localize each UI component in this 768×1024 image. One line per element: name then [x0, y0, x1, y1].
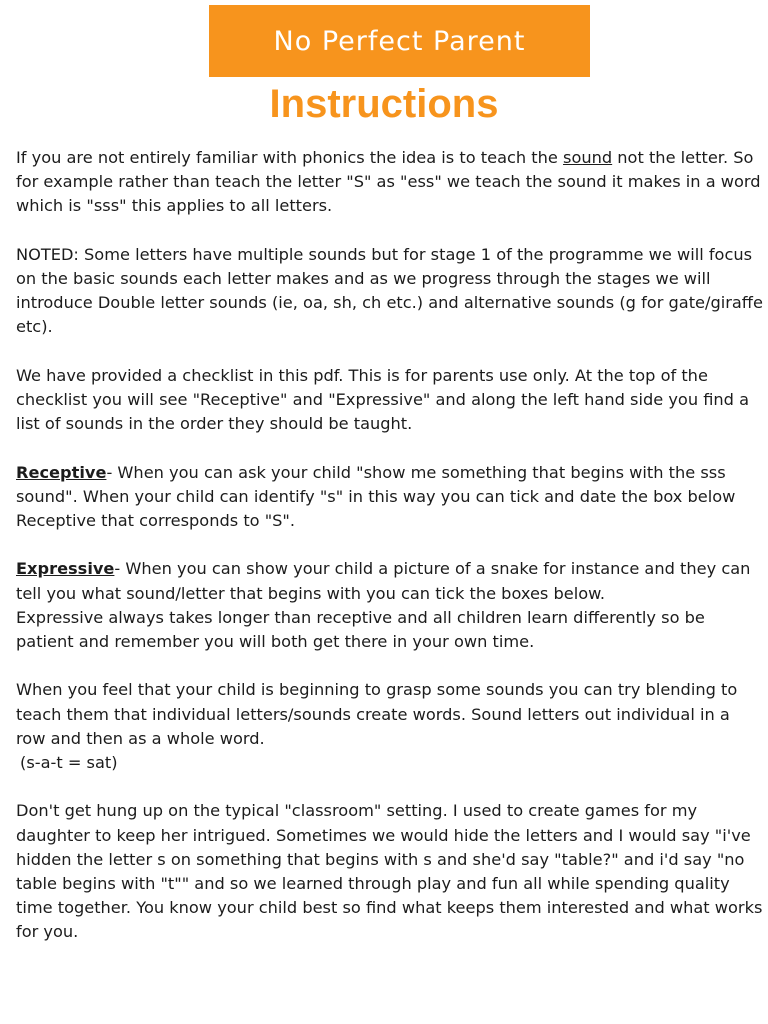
instructions-body [16, 146, 764, 969]
games-paragraph: Don't get hung up on the typical "classroom" setting. I used to create games for my daughter to keep her intrigued. Sometimes we would hide the letters and I would say "i've hidden the letter s on something that begins with s and she'd say "table?" and i'd say "no table begins with "t"" and so we learned through play and fun all while spending quality time together. You know your child best so find what keeps them interested and what works for you. [16, 801, 763, 942]
receptive-paragraph: Receptive- When you can ask your child "show me something that begins with the sss sound". When your child can identify "s" in this way you can tick and date the box below Receptive that corresponds to "S". [16, 462, 736, 530]
emphasis-sound: sound [563, 148, 613, 167]
intro-paragraph: If you are not entirely familiar with phonics the idea is to teach the sound not the letter. So for example rather than teach the letter "S" as "ess" we teach the sound it makes in a word which is "sss" this applies to all letters. [16, 148, 761, 216]
noted-paragraph: NOTED: Some letters have multiple sounds but for stage 1 of the programme we will focus on the basic sounds each letter makes and as we progress through the stages we will introduce Double letter sounds (ie, oa, sh, ch etc.) and alternative sounds (g for gate/giraffe etc). [16, 244, 763, 337]
expressive-term: Expressive [16, 559, 115, 579]
checklist-paragraph: We have provided a checklist in this pdf. This is for parents use only. At the top of the checklist you will see "Receptive" and "Expressive" and along the left hand side you find a list of sounds in the order they should be taught. [16, 365, 750, 434]
page-title: Instructions [269, 82, 499, 126]
blending-paragraph: When you feel that your child is beginning to grasp some sounds you can try blending to teach them that individual letters/sounds create words. Sound letters out individual in a row and then as a whole word. (s-a-t = sat) [16, 680, 738, 772]
expressive-paragraph: Expressive- When you can show your child a picture of a snake for instance and they can tell you what sound/letter that begins with you can tick the boxes below. Expressive always takes longer than receptive and all children learn differently so be patient and remember you will both get there in your own time. [16, 559, 751, 651]
receptive-term: Receptive [16, 462, 107, 482]
brand-name: No Perfect Parent [273, 25, 526, 57]
brand-banner [209, 5, 590, 77]
expressive-note: Expressive always takes longer than receptive and all children learn differently so be patient and remember you will both get there in your own time. [16, 607, 705, 651]
blending-example: (s-a-t = sat) [20, 753, 118, 772]
